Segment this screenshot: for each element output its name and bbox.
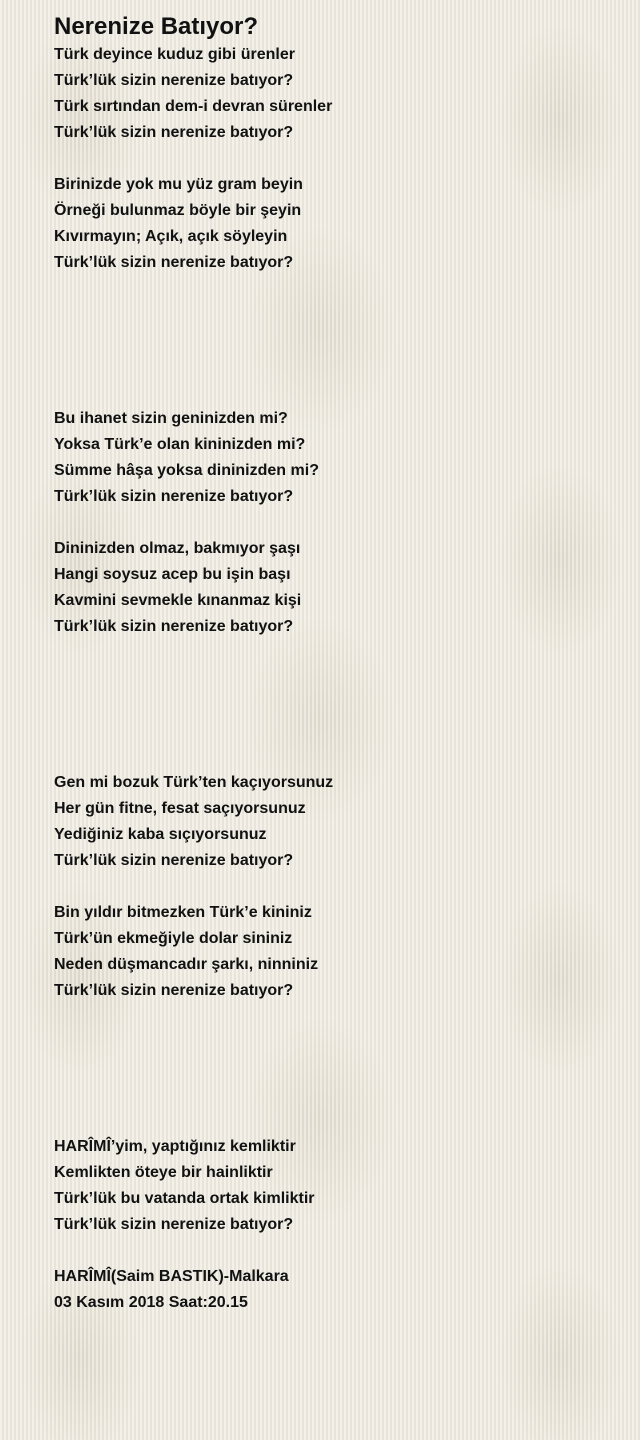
- stanza-spacer: [54, 1238, 614, 1264]
- date-line: 03 Kasım 2018 Saat:20.15: [54, 1294, 248, 1311]
- poem-line: Dininizden olmaz, bakmıyor şaşı: [54, 540, 301, 557]
- group-spacer: [54, 276, 614, 406]
- stanza: [54, 172, 614, 276]
- stanza: [54, 900, 614, 1004]
- poem-line: Türk’lük sizin nerenize batıyor?: [54, 852, 294, 869]
- stanza-spacer: [54, 146, 614, 172]
- poem-line: Kemlikten öteye bir hainliktir: [54, 1164, 273, 1181]
- author-line: HARÎMÎ(Saim BASTIK)-Malkara: [54, 1268, 289, 1285]
- stanza-spacer: [54, 874, 614, 900]
- stanza: [54, 770, 614, 874]
- poem-line: Türk sırtından dem-i devran sürenler: [54, 98, 333, 115]
- poem-line: Kavmini sevmekle kınanmaz kişi: [54, 592, 302, 609]
- poem-line: Türk’lük sizin nerenize batıyor?: [54, 72, 294, 89]
- poem-line: Sümme hâşa yoksa dininizden mi?: [54, 462, 319, 479]
- poem-body: [54, 42, 614, 1316]
- poem-line: Hangi soysuz acep bu işin başı: [54, 566, 291, 583]
- poem-line: Neden düşmancadır şarkı, ninniniz: [54, 956, 319, 973]
- group-spacer: [54, 640, 614, 770]
- poem-line: Türk deyince kuduz gibi ürenler: [54, 46, 295, 63]
- poem-line: Kıvırmayın; Açık, açık söyleyin: [54, 228, 288, 245]
- group-spacer: [54, 1004, 614, 1134]
- poem-line: Her gün fitne, fesat saçıyorsunuz: [54, 800, 306, 817]
- poem-line: Yediğiniz kaba sıçıyorsunuz: [54, 826, 267, 843]
- poem-line: Türk’lük sizin nerenize batıyor?: [54, 254, 294, 271]
- poem-line: Bin yıldır bitmezken Türk’e kininiz: [54, 904, 312, 921]
- poem-line: Türk’lük bu vatanda ortak kimliktir: [54, 1190, 315, 1207]
- stanza-spacer: [54, 510, 614, 536]
- stanza: [54, 1134, 614, 1238]
- poem-page: [54, 12, 614, 1316]
- poem-line: Gen mi bozuk Türk’ten kaçıyorsunuz: [54, 774, 334, 791]
- poem-line: Türk’lük sizin nerenize batıyor?: [54, 488, 294, 505]
- poem-line: Türk’ün ekmeğiyle dolar sininiz: [54, 930, 293, 947]
- poem-line: Türk’lük sizin nerenize batıyor?: [54, 124, 294, 141]
- stanza: [54, 536, 614, 640]
- poem-line: Türk’lük sizin nerenize batıyor?: [54, 618, 294, 635]
- signature-block: [54, 1264, 614, 1316]
- poem-title: Nerenize Batıyor?: [54, 13, 259, 40]
- poem-line: Türk’lük sizin nerenize batıyor?: [54, 982, 294, 999]
- poem-line: Birinizde yok mu yüz gram beyin: [54, 176, 303, 193]
- poem-line: Türk’lük sizin nerenize batıyor?: [54, 1216, 294, 1233]
- poem-line: Örneği bulunmaz böyle bir şeyin: [54, 202, 302, 219]
- poem-line: Yoksa Türk’e olan kininizden mi?: [54, 436, 306, 453]
- poem-line: Bu ihanet sizin geninizden mi?: [54, 410, 288, 427]
- stanza: [54, 42, 614, 146]
- stanza: [54, 406, 614, 510]
- poem-line: HARÎMÎ’yim, yaptığınız kemliktir: [54, 1138, 296, 1155]
